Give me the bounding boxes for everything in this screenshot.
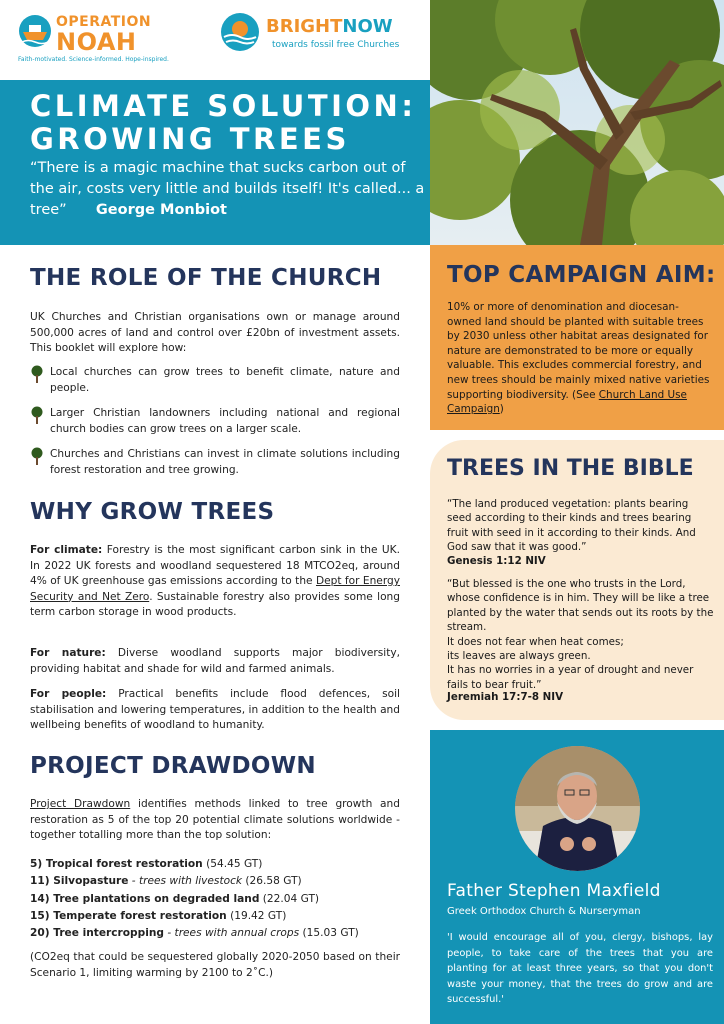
why-nature-label: For nature:	[30, 647, 106, 659]
quote2-part-d: It has no worries in a year of drought and never fails to bear fruit.”	[447, 664, 694, 691]
page-title	[30, 90, 425, 156]
drawdown-intro-text: identifies methods linked to tree growth and restoration as 5 of the top 20 potential climate solutions worldwide - together totalling more than the top solution:	[30, 798, 400, 842]
why-climate	[30, 543, 400, 621]
why-nature-text: Diverse woodland supports major biodiversity, providing habitat and shade for wild and farmed animals.	[30, 647, 400, 675]
church-land-link[interactable]: Church Land Use Campaign	[447, 388, 687, 416]
bible-heading: TREES IN THE BIBLE	[447, 456, 694, 481]
list-item	[30, 447, 400, 478]
list-item	[30, 856, 400, 873]
tree-icon	[30, 365, 44, 383]
tree-photo	[430, 0, 724, 245]
why-people-label: For people:	[30, 688, 107, 700]
item-extra: - trees with annual crops	[167, 927, 300, 940]
item-value: (54.45 GT)	[206, 858, 263, 870]
logo-line2: NOAH	[56, 28, 137, 56]
bible-quote-2	[447, 577, 715, 692]
bullet-text: Churches and Christians can invest in climate solutions including forest restoration and tree growing.	[50, 448, 400, 476]
list-item	[30, 891, 400, 908]
list-item	[30, 873, 400, 890]
campaign-aim-text	[447, 300, 712, 417]
why-nature	[30, 646, 400, 677]
bullet-text: Local churches can grow trees to benefit climate, nature and people.	[50, 366, 400, 394]
tree-icon	[30, 447, 44, 465]
why-climate-text-a: Forestry is the most significant carbon sink in the UK. In 2022 UK forests and woodland sequestered 18 MTCO2eq, around 4% of UK greenhouse gas emissions according to the	[30, 544, 400, 588]
item-extra: - trees with livestock	[131, 875, 243, 888]
quote-text: “There is a magic machine that sucks carbon out of the air, costs very little and builds itself! It's called... a tree”	[30, 160, 425, 218]
ark-icon	[18, 14, 52, 48]
item-name: 20) Tree intercropping	[30, 927, 164, 940]
list-item	[30, 365, 400, 396]
bible-ref-2: Jeremiah 17:7-8 NIV	[447, 691, 564, 703]
why-people	[30, 687, 400, 734]
logo-name	[266, 16, 393, 37]
aim-text: 10% or more of denomination and diocesan-owned land should be planted with suitable trees by 2030 unless other habitat areas designated for nature are demonstrated to be more or equally valuable. This excludes commercial forestry, and new trees should be mainly mixed native varieties supporting biodiversity. (See	[447, 301, 710, 401]
item-value: (26.58 GT)	[245, 875, 302, 888]
logo-name-b: NOW	[342, 16, 393, 37]
list-item	[30, 908, 400, 925]
why-people-text: Practical benefits include flood defences, soil stabilisation and lowering temperatures, in addition to the health and wellbeing benefits of woodland to humanity.	[30, 688, 400, 732]
drawdown-link[interactable]: Project Drawdown	[30, 798, 131, 810]
title-line2: GROWING TREES	[30, 122, 350, 156]
why-heading: WHY GROW TREES	[30, 499, 275, 525]
list-item	[30, 925, 400, 942]
drawdown-heading: PROJECT DRAWDOWN	[30, 753, 316, 779]
operation-noah-logo	[18, 10, 178, 68]
quote2-part-b: It does not fear when heat comes;	[447, 635, 624, 648]
campaign-aim-heading: TOP CAMPAIGN AIM:	[447, 262, 716, 288]
item-value: (22.04 GT)	[262, 892, 320, 905]
bible-ref-1: Genesis 1:12 NIV	[447, 555, 546, 567]
logo-line1: OPERATION	[56, 14, 152, 30]
item-value: (15.03 GT)	[302, 927, 359, 940]
tree-icon	[30, 406, 44, 424]
role-intro: UK Churches and Christian organisations own or manage around 500,000 acres of land and control over £20bn of investment assets. This booklet will explore how:	[30, 311, 400, 355]
aim-close: )	[499, 403, 504, 416]
logo-tagline: towards fossil free Churches	[272, 40, 400, 50]
role-heading: THE ROLE OF THE CHURCH	[30, 265, 382, 291]
item-name: 14) Tree plantations on degraded land	[30, 892, 260, 905]
drawdown-note: (CO2eq that could be sequestered globally 2020-2050 based on their Scenario 1, limiting warming by 2100 to 2˚C.)	[30, 951, 400, 979]
title-quote	[30, 158, 425, 221]
avatar	[515, 746, 640, 871]
title-line1: CLIMATE SOLUTION:	[30, 89, 417, 123]
person-role: Greek Orthodox Church & Nurseryman	[447, 906, 641, 917]
bright-now-logo	[220, 10, 420, 58]
drawdown-intro	[30, 797, 400, 844]
sun-waves-icon	[220, 12, 260, 52]
why-climate-label: For climate:	[30, 544, 103, 556]
item-value: (19.42 GT)	[230, 909, 287, 922]
bullet-text: Larger Christian landowners including national and regional church bodies can grow trees on a larger scale.	[50, 407, 400, 435]
item-name: 5) Tropical forest restoration	[30, 858, 203, 870]
bible-quote-1: “The land produced vegetation: plants bearing seed according to their kinds and trees bearing fruit with seed in it according to their kinds. And God saw that it was good.”	[447, 498, 696, 554]
logo-tagline: Faith-motivated. Science-informed. Hope-inspired.	[18, 56, 169, 63]
person-quote: 'I would encourage all of you, clergy, bishops, lay people, to take care of the trees that you are planting for at least three years, so that you don't waste your money, that the trees do grow and are successful.'	[447, 932, 713, 1006]
quote2-part-c: its leaves are always green.	[447, 650, 591, 663]
logo-name-a: BRIGHT	[266, 16, 343, 37]
item-name: 15) Temperate forest restoration	[30, 909, 227, 922]
drawdown-list	[30, 856, 400, 942]
desnz-link[interactable]: Dept for Energy Security and Net Zero	[30, 575, 400, 603]
quote2-part-a: “But blessed is the one who trusts in the Lord, whose confidence is in him. They will be like a tree planted by the water that sends out its roots by the stream.	[447, 578, 714, 634]
item-name: 11) Silvopasture	[30, 875, 129, 888]
person-name: Father Stephen Maxfield	[447, 881, 661, 901]
list-item	[30, 406, 400, 437]
why-climate-text-b: . Sustainable forestry also provides some long term carbon storage in wood products.	[30, 590, 400, 619]
quote-author: George Monbiot	[95, 202, 227, 218]
